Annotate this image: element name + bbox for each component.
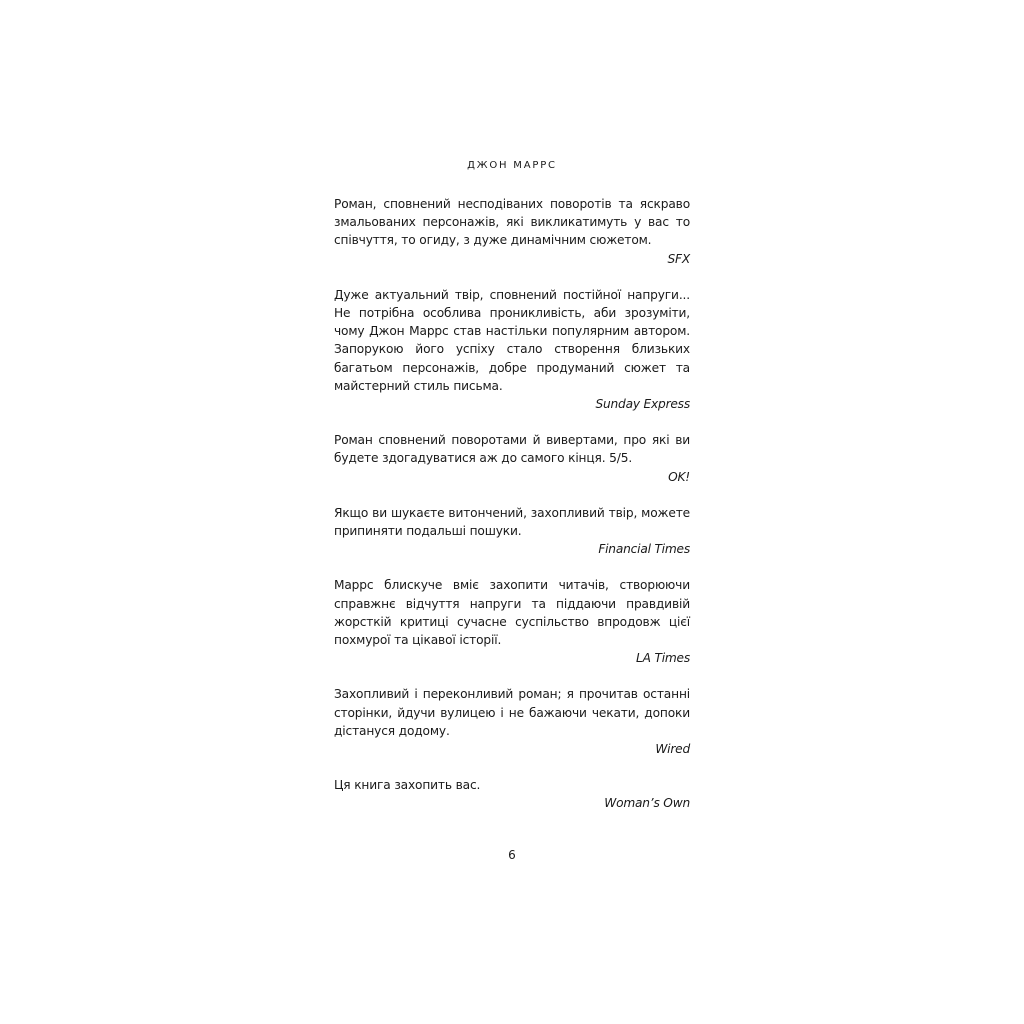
quote-text: Якщо ви шукаєте витончений, захопливий твір, можете припиняти подальші пошуки. <box>334 505 690 539</box>
page-number: 6 <box>508 848 516 862</box>
quote-text: Роман, сповнений несподіваних поворотів та яскраво змальованих персонажів, які викликатимуть у вас то співчуття, то огиду, з дуже динамічним сюжетом. <box>334 197 690 248</box>
review-quote <box>334 504 690 559</box>
quote-text: Маррс блискуче вміє захопити читачів, створюючи справжнє відчуття напруги та піддаючи правдивій жорсткій критиці сучасне суспільство впродовж цієї похмурої та цікавої історії. <box>334 578 690 648</box>
review-quote <box>334 685 690 758</box>
quote-source: Woman’s Own <box>604 796 690 811</box>
quote-text: Захопливий і переконливий роман; я прочитав останні сторінки, йдучи вулицею і не бажаючи чекати, допоки дістануся додому. <box>334 687 690 738</box>
quote-text: Дуже актуальний твір, сповнений постійної напруги... Не потрібна особлива проникливість, аби зрозуміти, чому Джон Маррс став настільки популярним автором. Запорукою його успіху стало створення близьких багатьом персонажів, добре продуманий сюжет та майстерний стиль письма. <box>334 287 690 393</box>
quote-source: OK! <box>668 469 690 484</box>
quote-source: Financial Times <box>598 542 690 557</box>
quote-source: Wired <box>655 742 690 757</box>
quote-source: LA Times <box>636 651 690 666</box>
review-quotes <box>334 195 690 831</box>
quote-text: Ця книга захопить вас. <box>334 778 481 793</box>
quote-source: Sunday Express <box>595 397 690 412</box>
review-quote <box>334 286 690 413</box>
quote-source: SFX <box>667 251 690 266</box>
review-quote <box>334 776 690 812</box>
running-head: ДЖОН МАРРС <box>467 160 557 171</box>
quote-text: Роман сповнений поворотами й вивертами, про які ви будете здогадуватися аж до самого кінця. 5/5. <box>334 433 690 466</box>
review-quote <box>334 576 690 667</box>
review-quote <box>334 431 690 486</box>
review-quote <box>334 195 690 268</box>
